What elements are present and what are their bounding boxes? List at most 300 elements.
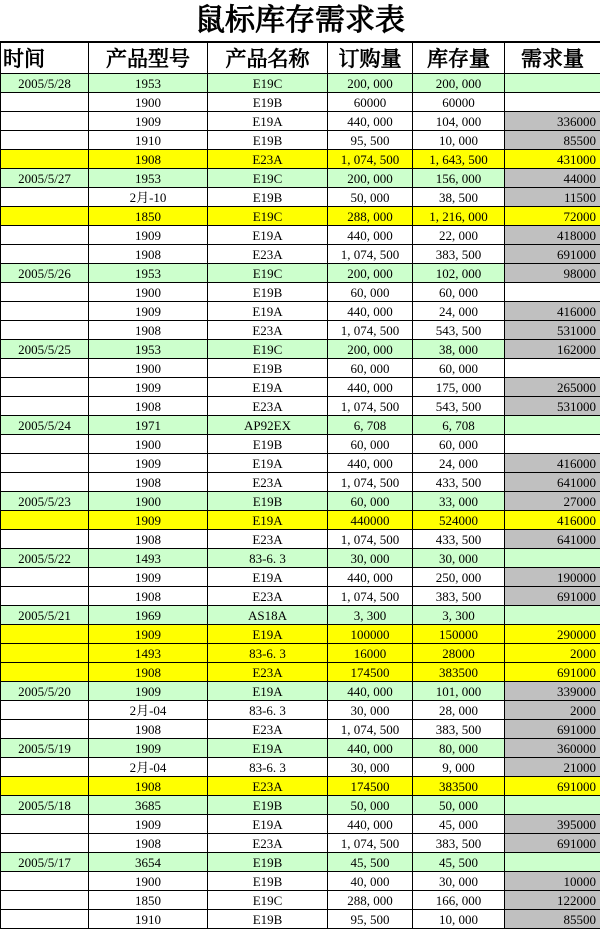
order-qty-cell[interactable]: 30, 000: [328, 701, 413, 720]
header-row: [1, 43, 600, 74]
demand-qty-cell[interactable]: 416000: [505, 302, 600, 321]
order-qty-cell[interactable]: 174500: [328, 777, 413, 796]
stock-qty-cell[interactable]: 10, 000: [413, 131, 505, 150]
date-cell[interactable]: [1, 245, 89, 264]
model-cell[interactable]: 1910: [89, 910, 208, 929]
order-qty-cell[interactable]: 440000: [328, 511, 413, 530]
order-qty-cell[interactable]: 95, 500: [328, 131, 413, 150]
order-qty-cell[interactable]: 100000: [328, 625, 413, 644]
date-cell[interactable]: 2005/5/20: [1, 682, 89, 701]
stock-qty-cell[interactable]: 9, 000: [413, 758, 505, 777]
stock-qty-cell[interactable]: 383, 500: [413, 587, 505, 606]
date-cell[interactable]: [1, 777, 89, 796]
model-cell[interactable]: 1908: [89, 245, 208, 264]
stock-qty-cell[interactable]: 104, 000: [413, 112, 505, 131]
order-qty-cell[interactable]: 45, 500: [328, 853, 413, 872]
order-qty-cell[interactable]: 440, 000: [328, 568, 413, 587]
demand-qty-cell[interactable]: 44000: [505, 169, 600, 188]
product-name-cell[interactable]: E23A: [208, 834, 328, 853]
product-name-cell[interactable]: E19C: [208, 169, 328, 188]
stock-qty-cell[interactable]: 28, 000: [413, 701, 505, 720]
model-cell[interactable]: 1908: [89, 473, 208, 492]
date-cell[interactable]: [1, 359, 89, 378]
date-cell[interactable]: [1, 872, 89, 891]
date-cell[interactable]: [1, 207, 89, 226]
demand-qty-cell[interactable]: [505, 606, 600, 625]
order-qty-cell[interactable]: 60, 000: [328, 492, 413, 511]
table-row: [1, 758, 600, 777]
model-cell[interactable]: 1953: [89, 74, 208, 93]
demand-qty-cell[interactable]: 641000: [505, 530, 600, 549]
demand-qty-cell[interactable]: 10000: [505, 872, 600, 891]
product-name-cell[interactable]: E23A: [208, 397, 328, 416]
stock-qty-cell[interactable]: 433, 500: [413, 473, 505, 492]
order-qty-cell[interactable]: 60, 000: [328, 283, 413, 302]
date-cell[interactable]: 2005/5/23: [1, 492, 89, 511]
demand-qty-cell[interactable]: 531000: [505, 397, 600, 416]
model-cell[interactable]: 1910: [89, 131, 208, 150]
table-row: [1, 283, 600, 302]
stock-qty-cell[interactable]: 1, 643, 500: [413, 150, 505, 169]
product-name-cell[interactable]: E19B: [208, 131, 328, 150]
order-qty-cell[interactable]: 200, 000: [328, 264, 413, 283]
table-row: [1, 226, 600, 245]
order-qty-cell[interactable]: 1, 074, 500: [328, 245, 413, 264]
model-cell[interactable]: 1908: [89, 150, 208, 169]
date-cell[interactable]: 2005/5/22: [1, 549, 89, 568]
product-name-cell[interactable]: E23A: [208, 150, 328, 169]
demand-qty-cell[interactable]: [505, 853, 600, 872]
date-cell[interactable]: [1, 93, 89, 112]
demand-qty-cell[interactable]: [505, 93, 600, 112]
date-cell[interactable]: [1, 131, 89, 150]
stock-qty-cell[interactable]: 102, 000: [413, 264, 505, 283]
demand-qty-cell[interactable]: [505, 549, 600, 568]
stock-qty-cell[interactable]: 6, 708: [413, 416, 505, 435]
demand-qty-cell[interactable]: 85500: [505, 910, 600, 929]
model-cell[interactable]: 1850: [89, 207, 208, 226]
demand-qty-cell[interactable]: 336000: [505, 112, 600, 131]
order-qty-cell[interactable]: 440, 000: [328, 226, 413, 245]
product-name-cell[interactable]: E19B: [208, 492, 328, 511]
model-cell[interactable]: 1909: [89, 226, 208, 245]
model-cell[interactable]: 1908: [89, 777, 208, 796]
product-name-cell[interactable]: E19B: [208, 93, 328, 112]
model-cell[interactable]: 1909: [89, 625, 208, 644]
date-cell[interactable]: [1, 701, 89, 720]
order-qty-cell[interactable]: 1, 074, 500: [328, 530, 413, 549]
demand-qty-cell[interactable]: 531000: [505, 321, 600, 340]
date-cell[interactable]: [1, 530, 89, 549]
date-cell[interactable]: 2005/5/19: [1, 739, 89, 758]
model-cell[interactable]: 1900: [89, 492, 208, 511]
product-name-cell[interactable]: E19A: [208, 739, 328, 758]
stock-qty-cell[interactable]: 60, 000: [413, 283, 505, 302]
product-name-cell[interactable]: E19B: [208, 435, 328, 454]
model-cell[interactable]: 1908: [89, 530, 208, 549]
order-qty-cell[interactable]: 50, 000: [328, 796, 413, 815]
product-name-cell[interactable]: E23A: [208, 321, 328, 340]
table-row: [1, 682, 600, 701]
demand-qty-cell[interactable]: 416000: [505, 511, 600, 530]
product-name-cell[interactable]: E19B: [208, 910, 328, 929]
stock-qty-cell[interactable]: 10, 000: [413, 910, 505, 929]
header-order[interactable]: 订购量: [328, 43, 413, 74]
order-qty-cell[interactable]: 200, 000: [328, 169, 413, 188]
demand-qty-cell[interactable]: 190000: [505, 568, 600, 587]
product-name-cell[interactable]: E23A: [208, 587, 328, 606]
product-name-cell[interactable]: E19B: [208, 359, 328, 378]
date-cell[interactable]: [1, 150, 89, 169]
demand-qty-cell[interactable]: 691000: [505, 777, 600, 796]
model-cell[interactable]: 1909: [89, 378, 208, 397]
date-cell[interactable]: [1, 644, 89, 663]
demand-qty-cell[interactable]: 360000: [505, 739, 600, 758]
table-row: [1, 340, 600, 359]
date-cell[interactable]: [1, 454, 89, 473]
demand-qty-cell[interactable]: 21000: [505, 758, 600, 777]
stock-qty-cell[interactable]: 383, 500: [413, 720, 505, 739]
demand-qty-cell[interactable]: 2000: [505, 701, 600, 720]
order-qty-cell[interactable]: 440, 000: [328, 815, 413, 834]
order-qty-cell[interactable]: 50, 000: [328, 188, 413, 207]
stock-qty-cell[interactable]: 3, 300: [413, 606, 505, 625]
header-model[interactable]: 产品型号: [89, 43, 208, 74]
model-cell[interactable]: 1900: [89, 283, 208, 302]
order-qty-cell[interactable]: 16000: [328, 644, 413, 663]
table-row: [1, 606, 600, 625]
stock-qty-cell[interactable]: 30, 000: [413, 872, 505, 891]
demand-qty-cell[interactable]: [505, 435, 600, 454]
order-qty-cell[interactable]: 440, 000: [328, 112, 413, 131]
date-cell[interactable]: [1, 397, 89, 416]
product-name-cell[interactable]: E19A: [208, 226, 328, 245]
stock-qty-cell[interactable]: 38, 500: [413, 188, 505, 207]
date-cell[interactable]: 2005/5/27: [1, 169, 89, 188]
product-name-cell[interactable]: E19B: [208, 853, 328, 872]
table-row: [1, 568, 600, 587]
product-name-cell[interactable]: E19B: [208, 796, 328, 815]
product-name-cell[interactable]: 83-6. 3: [208, 549, 328, 568]
header-stock[interactable]: 库存量: [413, 43, 505, 74]
model-cell[interactable]: 1493: [89, 644, 208, 663]
demand-qty-cell[interactable]: 691000: [505, 720, 600, 739]
demand-qty-cell[interactable]: 72000: [505, 207, 600, 226]
date-cell[interactable]: [1, 663, 89, 682]
model-cell[interactable]: 1908: [89, 321, 208, 340]
demand-qty-cell[interactable]: 691000: [505, 245, 600, 264]
product-name-cell[interactable]: E23A: [208, 663, 328, 682]
stock-qty-cell[interactable]: 24, 000: [413, 454, 505, 473]
product-name-cell[interactable]: E19A: [208, 568, 328, 587]
date-cell[interactable]: 2005/5/21: [1, 606, 89, 625]
table-row: [1, 663, 600, 682]
date-cell[interactable]: [1, 815, 89, 834]
product-name-cell[interactable]: E19A: [208, 112, 328, 131]
date-cell[interactable]: [1, 302, 89, 321]
stock-qty-cell[interactable]: 524000: [413, 511, 505, 530]
order-qty-cell[interactable]: 440, 000: [328, 378, 413, 397]
stock-qty-cell[interactable]: 383, 500: [413, 245, 505, 264]
product-name-cell[interactable]: E19A: [208, 682, 328, 701]
demand-qty-cell[interactable]: [505, 359, 600, 378]
date-cell[interactable]: 2005/5/26: [1, 264, 89, 283]
stock-qty-cell[interactable]: 383500: [413, 663, 505, 682]
table-row: [1, 169, 600, 188]
stock-qty-cell[interactable]: 543, 500: [413, 397, 505, 416]
product-name-cell[interactable]: E19C: [208, 207, 328, 226]
product-name-cell[interactable]: E19B: [208, 188, 328, 207]
order-qty-cell[interactable]: 30, 000: [328, 549, 413, 568]
product-name-cell[interactable]: E19A: [208, 302, 328, 321]
model-cell[interactable]: 1908: [89, 834, 208, 853]
stock-qty-cell[interactable]: 38, 000: [413, 340, 505, 359]
model-cell[interactable]: 1493: [89, 549, 208, 568]
date-cell[interactable]: [1, 587, 89, 606]
order-qty-cell[interactable]: 440, 000: [328, 739, 413, 758]
product-name-cell[interactable]: AS18A: [208, 606, 328, 625]
model-cell[interactable]: 1908: [89, 587, 208, 606]
product-name-cell[interactable]: E19B: [208, 283, 328, 302]
model-cell[interactable]: 1900: [89, 93, 208, 112]
order-qty-cell[interactable]: 1, 074, 500: [328, 473, 413, 492]
stock-qty-cell[interactable]: 156, 000: [413, 169, 505, 188]
demand-qty-cell[interactable]: 416000: [505, 454, 600, 473]
order-qty-cell[interactable]: 440, 000: [328, 454, 413, 473]
order-qty-cell[interactable]: 60, 000: [328, 359, 413, 378]
stock-qty-cell[interactable]: 175, 000: [413, 378, 505, 397]
order-qty-cell[interactable]: 60000: [328, 93, 413, 112]
table-row: [1, 834, 600, 853]
stock-qty-cell[interactable]: 1, 216, 000: [413, 207, 505, 226]
stock-qty-cell[interactable]: 60000: [413, 93, 505, 112]
order-qty-cell[interactable]: 200, 000: [328, 74, 413, 93]
stock-qty-cell[interactable]: 60, 000: [413, 435, 505, 454]
order-qty-cell[interactable]: 3, 300: [328, 606, 413, 625]
date-cell[interactable]: [1, 188, 89, 207]
date-cell[interactable]: [1, 112, 89, 131]
model-cell[interactable]: 1953: [89, 340, 208, 359]
model-cell[interactable]: 1900: [89, 435, 208, 454]
demand-qty-cell[interactable]: 11500: [505, 188, 600, 207]
model-cell[interactable]: 1909: [89, 568, 208, 587]
stock-qty-cell[interactable]: 80, 000: [413, 739, 505, 758]
model-cell[interactable]: 1909: [89, 815, 208, 834]
table-row: [1, 701, 600, 720]
model-cell[interactable]: 1953: [89, 169, 208, 188]
order-qty-cell[interactable]: 1, 074, 500: [328, 321, 413, 340]
date-cell[interactable]: [1, 568, 89, 587]
table-row: [1, 720, 600, 739]
date-cell[interactable]: [1, 891, 89, 910]
model-cell[interactable]: 1909: [89, 302, 208, 321]
model-cell[interactable]: 1969: [89, 606, 208, 625]
demand-qty-cell[interactable]: 2000: [505, 644, 600, 663]
date-cell[interactable]: 2005/5/28: [1, 74, 89, 93]
date-cell[interactable]: [1, 321, 89, 340]
date-cell[interactable]: [1, 834, 89, 853]
demand-qty-cell[interactable]: 691000: [505, 587, 600, 606]
stock-qty-cell[interactable]: 101, 000: [413, 682, 505, 701]
date-cell[interactable]: [1, 511, 89, 530]
product-name-cell[interactable]: E23A: [208, 245, 328, 264]
stock-qty-cell[interactable]: 150000: [413, 625, 505, 644]
date-cell[interactable]: 2005/5/17: [1, 853, 89, 872]
demand-qty-cell[interactable]: [505, 416, 600, 435]
model-cell[interactable]: 2月-04: [89, 701, 208, 720]
header-demand[interactable]: 需求量: [505, 43, 600, 74]
date-cell[interactable]: [1, 910, 89, 929]
order-qty-cell[interactable]: 440, 000: [328, 682, 413, 701]
stock-qty-cell[interactable]: 250, 000: [413, 568, 505, 587]
product-name-cell[interactable]: 83-6. 3: [208, 758, 328, 777]
demand-qty-cell[interactable]: 431000: [505, 150, 600, 169]
stock-qty-cell[interactable]: 383500: [413, 777, 505, 796]
stock-qty-cell[interactable]: 22, 000: [413, 226, 505, 245]
sheet-title: 鼠标库存需求表: [0, 0, 600, 42]
stock-qty-cell[interactable]: 60, 000: [413, 359, 505, 378]
demand-qty-cell[interactable]: 265000: [505, 378, 600, 397]
model-cell[interactable]: 1900: [89, 359, 208, 378]
product-name-cell[interactable]: AP92EX: [208, 416, 328, 435]
model-cell[interactable]: 3654: [89, 853, 208, 872]
demand-qty-cell[interactable]: 162000: [505, 340, 600, 359]
model-cell[interactable]: 1909: [89, 682, 208, 701]
date-cell[interactable]: 2005/5/24: [1, 416, 89, 435]
order-qty-cell[interactable]: 60, 000: [328, 435, 413, 454]
stock-qty-cell[interactable]: 33, 000: [413, 492, 505, 511]
table-row: [1, 112, 600, 131]
demand-qty-cell[interactable]: [505, 74, 600, 93]
model-cell[interactable]: 1908: [89, 397, 208, 416]
model-cell[interactable]: 1909: [89, 739, 208, 758]
stock-qty-cell[interactable]: 383, 500: [413, 834, 505, 853]
stock-qty-cell[interactable]: 50, 000: [413, 796, 505, 815]
order-qty-cell[interactable]: 30, 000: [328, 758, 413, 777]
product-name-cell[interactable]: E23A: [208, 530, 328, 549]
date-cell[interactable]: [1, 625, 89, 644]
stock-qty-cell[interactable]: 28000: [413, 644, 505, 663]
date-cell[interactable]: 2005/5/18: [1, 796, 89, 815]
demand-qty-cell[interactable]: 641000: [505, 473, 600, 492]
date-cell[interactable]: [1, 226, 89, 245]
order-qty-cell[interactable]: 174500: [328, 663, 413, 682]
product-name-cell[interactable]: E19B: [208, 872, 328, 891]
model-cell[interactable]: 1908: [89, 720, 208, 739]
stock-qty-cell[interactable]: 45, 000: [413, 815, 505, 834]
product-name-cell[interactable]: 83-6. 3: [208, 644, 328, 663]
demand-qty-cell[interactable]: 395000: [505, 815, 600, 834]
header-date[interactable]: 时间: [1, 43, 89, 74]
model-cell[interactable]: 2月-10: [89, 188, 208, 207]
order-qty-cell[interactable]: 40, 000: [328, 872, 413, 891]
order-qty-cell[interactable]: 288, 000: [328, 207, 413, 226]
model-cell[interactable]: 1953: [89, 264, 208, 283]
product-name-cell[interactable]: E19C: [208, 74, 328, 93]
stock-qty-cell[interactable]: 30, 000: [413, 549, 505, 568]
table-row: [1, 435, 600, 454]
product-name-cell[interactable]: E23A: [208, 720, 328, 739]
order-qty-cell[interactable]: 200, 000: [328, 340, 413, 359]
order-qty-cell[interactable]: 95, 500: [328, 910, 413, 929]
order-qty-cell[interactable]: 6, 708: [328, 416, 413, 435]
model-cell[interactable]: 1909: [89, 112, 208, 131]
product-name-cell[interactable]: E19A: [208, 378, 328, 397]
date-cell[interactable]: [1, 435, 89, 454]
stock-qty-cell[interactable]: 433, 500: [413, 530, 505, 549]
demand-qty-cell[interactable]: 418000: [505, 226, 600, 245]
product-name-cell[interactable]: E19A: [208, 815, 328, 834]
date-cell[interactable]: [1, 473, 89, 492]
product-name-cell[interactable]: E23A: [208, 777, 328, 796]
table-row: [1, 188, 600, 207]
product-name-cell[interactable]: E19C: [208, 264, 328, 283]
model-cell[interactable]: 1908: [89, 663, 208, 682]
table-row: [1, 739, 600, 758]
product-name-cell[interactable]: E19C: [208, 891, 328, 910]
demand-qty-cell[interactable]: 691000: [505, 663, 600, 682]
product-name-cell[interactable]: 83-6. 3: [208, 701, 328, 720]
order-qty-cell[interactable]: 440, 000: [328, 302, 413, 321]
date-cell[interactable]: 2005/5/25: [1, 340, 89, 359]
product-name-cell[interactable]: E19A: [208, 511, 328, 530]
order-qty-cell[interactable]: 1, 074, 500: [328, 834, 413, 853]
date-cell[interactable]: [1, 378, 89, 397]
product-name-cell[interactable]: E19C: [208, 340, 328, 359]
model-cell[interactable]: 1909: [89, 511, 208, 530]
table-row: [1, 150, 600, 169]
demand-qty-cell[interactable]: 98000: [505, 264, 600, 283]
header-name[interactable]: 产品名称: [208, 43, 328, 74]
table-row: [1, 511, 600, 530]
order-qty-cell[interactable]: 1, 074, 500: [328, 397, 413, 416]
stock-qty-cell[interactable]: 543, 500: [413, 321, 505, 340]
order-qty-cell[interactable]: 1, 074, 500: [328, 587, 413, 606]
stock-qty-cell[interactable]: 200, 000: [413, 74, 505, 93]
date-cell[interactable]: [1, 283, 89, 302]
demand-qty-cell[interactable]: 122000: [505, 891, 600, 910]
demand-qty-cell[interactable]: 85500: [505, 131, 600, 150]
product-name-cell[interactable]: E19A: [208, 625, 328, 644]
date-cell[interactable]: [1, 758, 89, 777]
order-qty-cell[interactable]: 288, 000: [328, 891, 413, 910]
table-row: [1, 131, 600, 150]
table-row: [1, 625, 600, 644]
table-row: [1, 910, 600, 929]
demand-qty-cell[interactable]: [505, 796, 600, 815]
date-cell[interactable]: [1, 720, 89, 739]
order-qty-cell[interactable]: 1, 074, 500: [328, 720, 413, 739]
model-cell[interactable]: 3685: [89, 796, 208, 815]
stock-qty-cell[interactable]: 166, 000: [413, 891, 505, 910]
demand-qty-cell[interactable]: 290000: [505, 625, 600, 644]
order-qty-cell[interactable]: 1, 074, 500: [328, 150, 413, 169]
demand-qty-cell[interactable]: 27000: [505, 492, 600, 511]
model-cell[interactable]: 1900: [89, 872, 208, 891]
demand-qty-cell[interactable]: [505, 283, 600, 302]
table-row: [1, 264, 600, 283]
stock-qty-cell[interactable]: 45, 500: [413, 853, 505, 872]
stock-qty-cell[interactable]: 24, 000: [413, 302, 505, 321]
demand-qty-cell[interactable]: 339000: [505, 682, 600, 701]
demand-qty-cell[interactable]: 691000: [505, 834, 600, 853]
model-cell[interactable]: 1971: [89, 416, 208, 435]
product-name-cell[interactable]: E23A: [208, 473, 328, 492]
product-name-cell[interactable]: E19A: [208, 454, 328, 473]
model-cell[interactable]: 1909: [89, 454, 208, 473]
model-cell[interactable]: 2月-04: [89, 758, 208, 777]
model-cell[interactable]: 1850: [89, 891, 208, 910]
